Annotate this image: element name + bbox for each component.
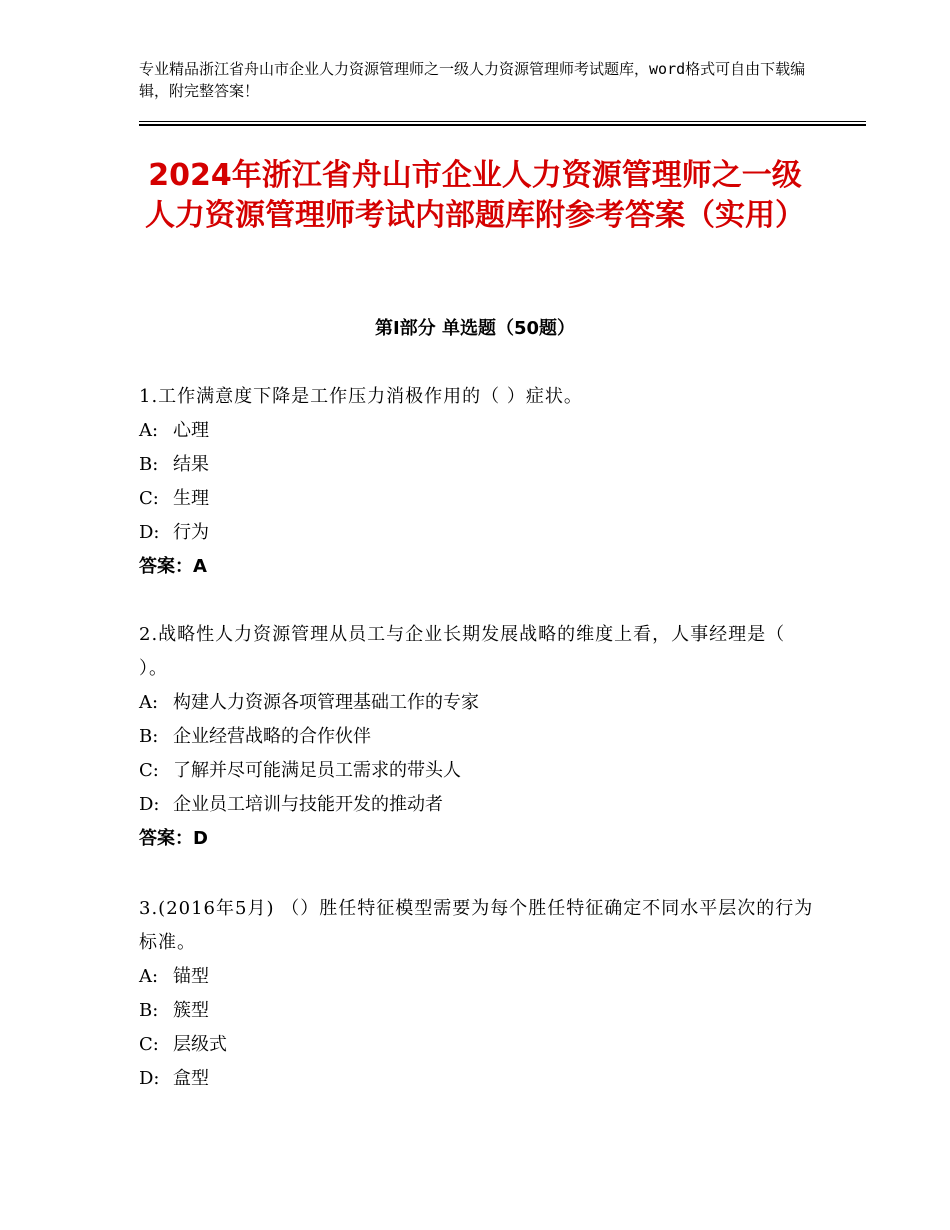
header-note: 专业精品浙江省舟山市企业人力资源管理师之一级人力资源管理师考试题库，word格式可自由下载编辑，附完整答案！ [139, 60, 806, 100]
answer-label: 答案：D [139, 828, 208, 849]
question-text: 2.战略性人力资源管理从员工与企业长期发展战略的维度上看，人事经理是（ ）。 [139, 624, 786, 679]
option-d [139, 788, 819, 822]
option-text: 结果 [173, 454, 209, 475]
option-b [139, 448, 819, 482]
section-title: 第Ⅰ部分 单选题（50题） [374, 318, 575, 339]
option-text: 企业经营战略的合作伙伴 [173, 726, 371, 747]
option-text: 了解并尽可能满足员工需求的带头人 [173, 760, 461, 781]
option-c [139, 1028, 819, 1062]
option-c [139, 482, 819, 516]
option-d [139, 1062, 819, 1096]
option-key: A: [139, 420, 159, 441]
option-key: A: [139, 692, 159, 713]
option-text: 层级式 [173, 1034, 227, 1055]
option-b [139, 994, 819, 1028]
option-key: B: [139, 1000, 159, 1021]
option-key: C: [139, 1034, 159, 1055]
option-key: D: [139, 522, 160, 543]
header-divider-thin [139, 121, 866, 122]
option-key: C: [139, 488, 159, 509]
option-b [139, 720, 819, 754]
question-text: 1.工作满意度下降是工作压力消极作用的（ ）症状。 [139, 386, 583, 407]
option-key: D: [139, 1068, 160, 1089]
question-3 [139, 892, 819, 1096]
option-key: D: [139, 794, 160, 815]
option-c [139, 754, 819, 788]
option-text: 生理 [173, 488, 209, 509]
option-text: 构建人力资源各项管理基础工作的专家 [173, 692, 479, 713]
question-text: 3.(2016年5月) （）胜任特征模型需要为每个胜任特征确定不同水平层次的行为标准。 [139, 898, 814, 953]
header-divider-thick [139, 124, 866, 126]
option-d [139, 516, 819, 550]
option-key: A: [139, 966, 159, 987]
option-text: 心理 [173, 420, 209, 441]
answer-label: 答案：A [139, 556, 207, 577]
option-text: 行为 [173, 522, 209, 543]
option-a [139, 686, 819, 720]
option-key: C: [139, 760, 159, 781]
option-a [139, 960, 819, 994]
option-text: 簇型 [173, 1000, 209, 1021]
question-2 [139, 618, 819, 856]
question-1 [139, 380, 819, 584]
option-text: 企业员工培训与技能开发的推动者 [173, 794, 443, 815]
option-key: B: [139, 454, 159, 475]
option-key: B: [139, 726, 159, 747]
option-text: 盒型 [173, 1068, 209, 1089]
document-title: 2024年浙江省舟山市企业人力资源管理师之一级人力资源管理师考试内部题库附参考答案（实用） [145, 158, 805, 233]
option-text: 锚型 [173, 966, 209, 987]
option-a [139, 414, 819, 448]
